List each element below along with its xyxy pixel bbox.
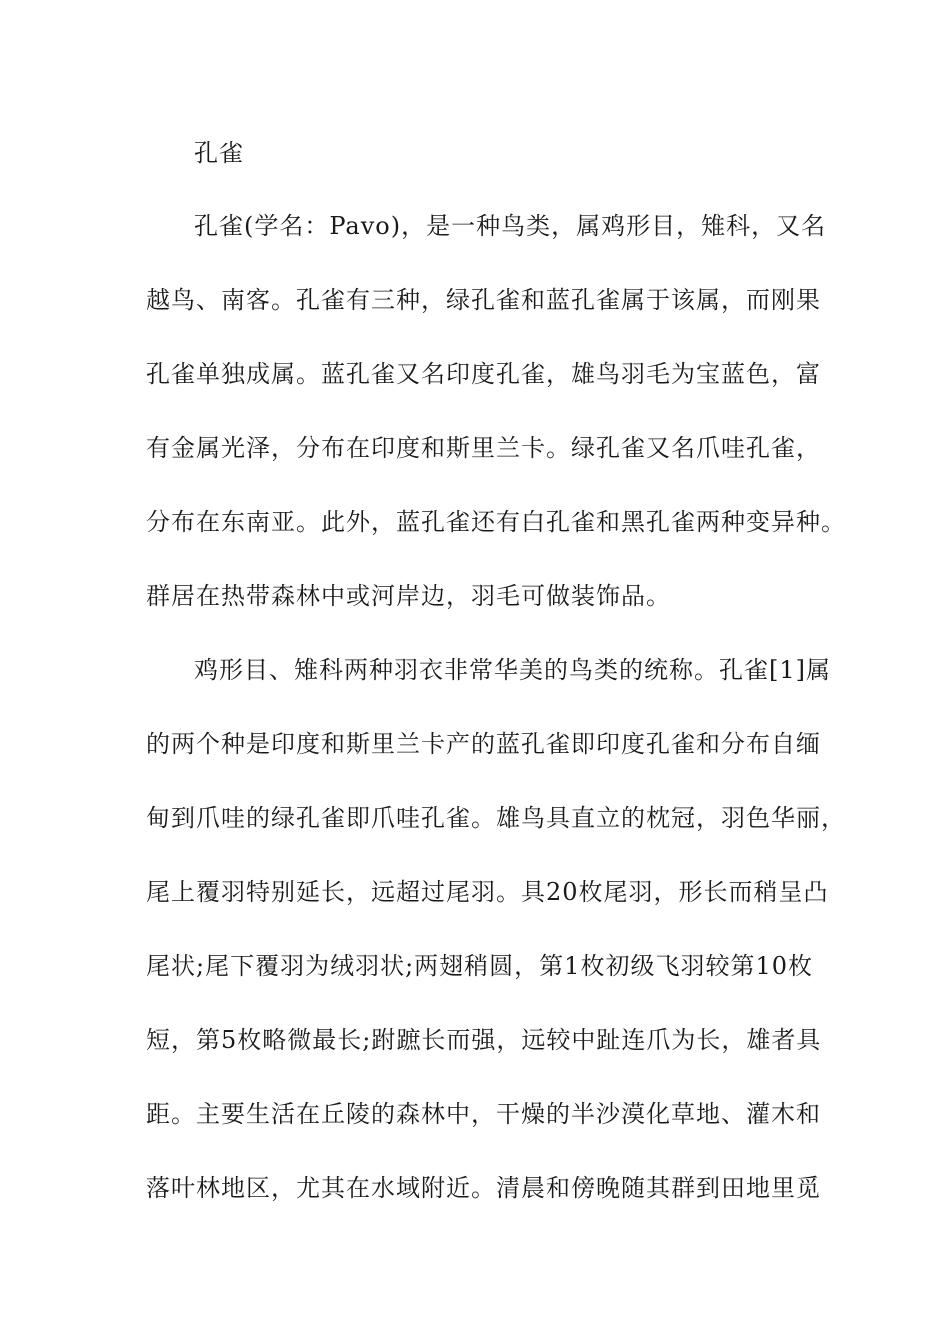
paragraph-line: 短，第5枚略微最长;跗蹠长而强，远较中趾连爪为长，雄者具	[146, 1026, 822, 1054]
paragraph-line: 鸡形目、雉科两种羽衣非常华美的鸟类的统称。孔雀[1]属	[194, 656, 831, 684]
paragraph-line: 落叶林地区，尤其在水域附近。清晨和傍晚随其群到田地里觅	[146, 1174, 821, 1202]
paragraph-line: 越鸟、南客。孔雀有三种，绿孔雀和蓝孔雀属于该属，而刚果	[146, 286, 821, 314]
paragraph-line: 尾状;尾下覆羽为绒羽状;两翅稍圆，第1枚初级飞羽较第10枚	[146, 952, 813, 980]
paragraph-line: 尾上覆羽特别延长，远超过尾羽。具20枚尾羽，形长而稍呈凸	[146, 878, 829, 906]
paragraph-line: 甸到爪哇的绿孔雀即爪哇孔雀。雄鸟具直立的枕冠，羽色华丽，	[146, 804, 846, 832]
paragraph-line: 分布在东南亚。此外，蓝孔雀还有白孔雀和黑孔雀两种变异种。	[146, 508, 846, 536]
paragraph-line: 群居在热带森林中或河岸边，羽毛可做装饰品。	[146, 582, 671, 610]
paragraph-line: 的两个种是印度和斯里兰卡产的蓝孔雀即印度孔雀和分布自缅	[146, 730, 821, 758]
document-title: 孔雀	[194, 139, 244, 167]
paragraph-line: 孔雀单独成属。蓝孔雀又名印度孔雀，雄鸟羽毛为宝蓝色，富	[146, 360, 821, 388]
paragraph-line: 有金属光泽，分布在印度和斯里兰卡。绿孔雀又名爪哇孔雀，	[146, 434, 821, 462]
paragraph-line: 距。主要生活在丘陵的森林中，干燥的半沙漠化草地、灌木和	[146, 1100, 821, 1128]
paragraph-line: 孔雀(学名：Pavo)，是一种鸟类，属鸡形目，雉科，又名	[194, 212, 827, 240]
